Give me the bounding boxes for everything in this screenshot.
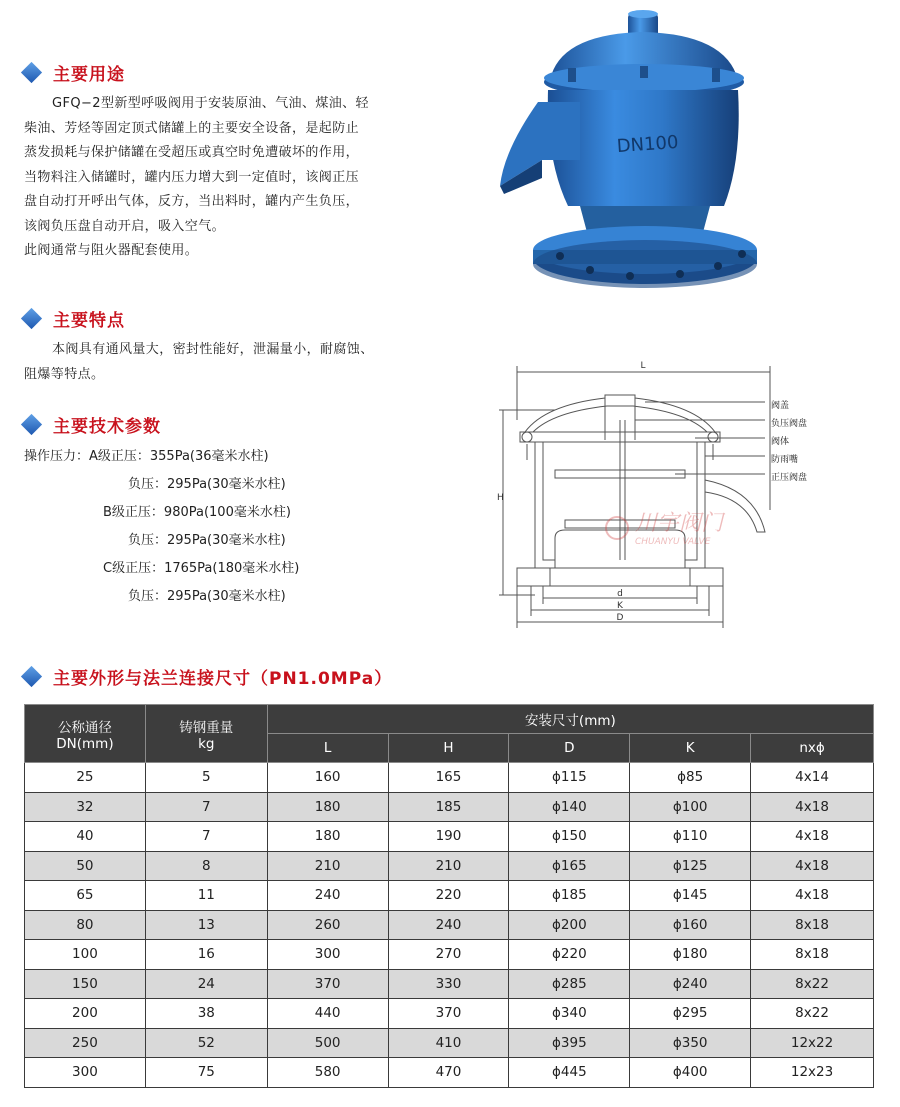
table-cell: 210 [388, 851, 509, 881]
part-label: 阀盖 [771, 401, 790, 411]
features-line: 阻爆等特点。 [24, 366, 105, 382]
table-cell: 13 [145, 910, 267, 940]
table-cell: 150 [25, 969, 146, 999]
table-cell: 8x22 [751, 969, 874, 999]
table-cell: 370 [388, 999, 509, 1029]
features-title: 主要特点 [53, 311, 125, 331]
part-label: 阀体 [771, 437, 790, 447]
table-cell: 32 [25, 792, 146, 822]
table-cell: 250 [25, 1028, 146, 1058]
param-row: 负压：295Pa(30毫米水柱) [128, 477, 286, 492]
param-row: 负压：295Pa(30毫米水柱) [128, 533, 286, 548]
table-cell: 220 [388, 881, 509, 911]
table-row [25, 763, 874, 793]
dim-d-label: d [617, 589, 623, 599]
table-cell: 370 [267, 969, 388, 999]
svg-text:川宇阀门: 川宇阀门 [635, 511, 724, 536]
table-cell: 330 [388, 969, 509, 999]
table-cell: ϕ145 [630, 881, 751, 911]
valve-diagram [495, 360, 825, 635]
table-cell: ϕ100 [630, 792, 751, 822]
table-cell: 470 [388, 1058, 509, 1088]
table-cell: 12x23 [751, 1058, 874, 1088]
features-heading [24, 306, 125, 331]
table-cell: 270 [388, 940, 509, 970]
table-cell: ϕ165 [509, 851, 630, 881]
diamond-bullet-icon [21, 62, 42, 83]
table-cell: 180 [267, 822, 388, 852]
part-label: 防雨嘴 [771, 455, 799, 465]
table-cell: 190 [388, 822, 509, 852]
features-line: 本阀具有通风量大，密封性能好，泄漏量小，耐腐蚀、 [52, 342, 374, 357]
table-cell: ϕ140 [509, 792, 630, 822]
table-cell: ϕ400 [630, 1058, 751, 1088]
table-cell: 75 [145, 1058, 267, 1088]
table-cell: 12x22 [751, 1028, 874, 1058]
table-cell: 4x18 [751, 792, 874, 822]
header-weight-label: 铸钢重量 [179, 719, 234, 736]
table-cell: ϕ85 [630, 763, 751, 793]
usage-line: 当物料注入储罐时，罐内压力增大到一定值时，该阀正压 [24, 169, 360, 185]
svg-text:CHUANYU VALVE: CHUANYU VALVE [635, 537, 711, 547]
table-cell: 440 [267, 999, 388, 1029]
header-weight-unit: kg [198, 735, 215, 752]
header-dn-label: 公称通径 [57, 719, 112, 736]
table-row [25, 940, 874, 970]
part-label: 负压阀盘 [771, 419, 808, 429]
table-cell: 8x18 [751, 940, 874, 970]
table-cell: ϕ110 [630, 822, 751, 852]
table-cell: ϕ185 [509, 881, 630, 911]
usage-line: GFQ−2型新型呼吸阀用于安装原油、气油、煤油、轻 [52, 96, 369, 111]
header-col: nxϕ [751, 734, 874, 763]
table-cell: ϕ395 [509, 1028, 630, 1058]
table-row [25, 792, 874, 822]
table-row [25, 1028, 874, 1058]
table-row [25, 910, 874, 940]
table-row [25, 1058, 874, 1088]
usage-heading [24, 60, 125, 85]
table-cell: 8x22 [751, 999, 874, 1029]
table-cell: 410 [388, 1028, 509, 1058]
table-cell: ϕ200 [509, 910, 630, 940]
table-cell: 25 [25, 763, 146, 793]
param-row: C级正压：1765Pa(180毫米水柱) [103, 561, 300, 576]
table-cell: ϕ125 [630, 851, 751, 881]
table-cell: 65 [25, 881, 146, 911]
tech-title: 主要技术参数 [53, 417, 161, 437]
usage-line: 该阀负压盘自动开启，吸入空气。 [24, 218, 226, 234]
param-row: 操作压力：A级正压：355Pa(36毫米水柱) [24, 449, 269, 464]
part-label: 正压阀盘 [771, 473, 808, 483]
header-col: L [267, 734, 388, 763]
table-cell: ϕ150 [509, 822, 630, 852]
table-cell: 160 [267, 763, 388, 793]
usage-line: 此阀通常与阻火器配套使用。 [24, 243, 199, 258]
usage-line: 柴油、芳烃等固定顶式储罐上的主要安全设备，是起防止 [24, 120, 360, 136]
table-row [25, 881, 874, 911]
table-cell: 580 [267, 1058, 388, 1088]
table-cell: ϕ240 [630, 969, 751, 999]
header-col: H [388, 734, 509, 763]
table-cell: 40 [25, 822, 146, 852]
table-cell: 80 [25, 910, 146, 940]
tech-heading [24, 412, 161, 437]
table-cell: 260 [267, 910, 388, 940]
table-cell: ϕ340 [509, 999, 630, 1029]
features-text [24, 338, 444, 387]
valve-photo [480, 10, 780, 300]
usage-title: 主要用途 [53, 65, 125, 85]
table-cell: 4x18 [751, 851, 874, 881]
table-cell: 52 [145, 1028, 267, 1058]
table-cell: 200 [25, 999, 146, 1029]
watermark-logo [606, 511, 726, 547]
diamond-bullet-icon [21, 414, 42, 435]
table-cell: ϕ180 [630, 940, 751, 970]
table-cell: 4x18 [751, 881, 874, 911]
table-cell: 8 [145, 851, 267, 881]
table-cell: 165 [388, 763, 509, 793]
dim-D-label: D [616, 613, 624, 623]
table-row [25, 851, 874, 881]
table-cell: 5 [145, 763, 267, 793]
table-cell: 38 [145, 999, 267, 1029]
table-body [25, 763, 874, 1088]
table-cell: ϕ115 [509, 763, 630, 793]
table-cell: ϕ295 [630, 999, 751, 1029]
usage-line: 蒸发损耗与保护储罐在受超压或真空时免遭破坏的作用， [24, 145, 360, 160]
header-install: 安装尺寸(mm) [267, 705, 873, 734]
dimensions-title: 主要外形与法兰连接尺寸（PN1.0MPa） [53, 669, 393, 689]
table-cell: 185 [388, 792, 509, 822]
table-cell: 7 [145, 792, 267, 822]
header-col: D [509, 734, 630, 763]
table-row [25, 969, 874, 999]
table-cell: ϕ285 [509, 969, 630, 999]
dimensions-table [24, 704, 874, 1088]
table-cell: ϕ160 [630, 910, 751, 940]
usage-line: 盘自动打开呼出气体，反方，当出料时，罐内产生负压， [24, 194, 360, 209]
photo-dn-label: DN100 [616, 131, 680, 158]
table-cell: 100 [25, 940, 146, 970]
table-cell: 4x14 [751, 763, 874, 793]
dim-L-label: L [640, 361, 646, 371]
table-row [25, 999, 874, 1029]
table-cell: ϕ445 [509, 1058, 630, 1088]
table-cell: 7 [145, 822, 267, 852]
header-dn [25, 705, 146, 763]
dim-K-label: K [617, 601, 623, 611]
table-cell: 240 [388, 910, 509, 940]
table-cell: 300 [25, 1058, 146, 1088]
table-cell: 50 [25, 851, 146, 881]
diamond-bullet-icon [21, 666, 42, 687]
table-cell: 4x18 [751, 822, 874, 852]
usage-text [24, 92, 444, 264]
table-cell: 16 [145, 940, 267, 970]
header-weight [145, 705, 267, 763]
param-row: 负压：295Pa(30毫米水柱) [128, 589, 286, 604]
table-cell: 240 [267, 881, 388, 911]
table-cell: 24 [145, 969, 267, 999]
header-col: K [630, 734, 751, 763]
table-row [25, 822, 874, 852]
table-cell: 210 [267, 851, 388, 881]
dimensions-heading [24, 664, 392, 689]
dim-H-label: H [497, 493, 504, 503]
table-cell: 500 [267, 1028, 388, 1058]
table-cell: ϕ350 [630, 1028, 751, 1058]
table-cell: 300 [267, 940, 388, 970]
table-cell: 8x18 [751, 910, 874, 940]
table-cell: 11 [145, 881, 267, 911]
param-row: B级正压：980Pa(100毫米水柱) [103, 505, 291, 520]
table-cell: 180 [267, 792, 388, 822]
diamond-bullet-icon [21, 308, 42, 329]
header-dn-unit: DN(mm) [56, 735, 114, 752]
table-cell: ϕ220 [509, 940, 630, 970]
